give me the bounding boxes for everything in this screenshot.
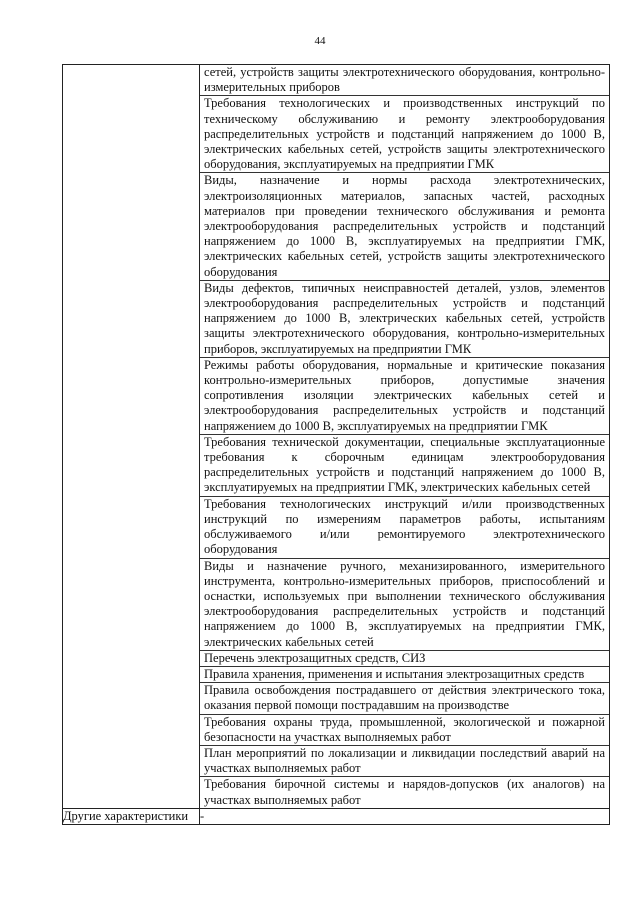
knowledge-item: Виды дефектов, типичных неисправностей деталей, узлов, элементов электрооборудования распределительных устройств и подстанций напряжением до 1000 В, электрических кабельных сетей, устройств защиты электротехнического оборудования, контрольно-измерительных приборов, эксплуатируемых на предприятии ГМК bbox=[200, 281, 609, 358]
knowledge-item: Правила освобождения пострадавшего от действия электрического тока, оказания первой помощи пострадавшим на производстве bbox=[200, 683, 609, 714]
table-row-main bbox=[63, 65, 610, 809]
knowledge-item: Требования бирочной системы и нарядов-допусков (их аналогов) на участках выполняемых работ bbox=[204, 777, 605, 807]
knowledge-item: Режимы работы оборудования, нормальные и критические показания контрольно-измерительных приборов, допустимые значения сопротивления изоляции электрических кабельных сетей и электрооборудования распределительных устройств и подстанций напряжением до 1000 В, эксплуатируемых на предприятии ГМК bbox=[200, 358, 609, 435]
knowledge-item: Требования технической документации, специальные эксплуатационные требования к сборочным единицам электрооборудования распределительных устройств и подстанций напряжением до 1000 В, эксплуатируемых на предприятии ГМК, электрических кабельных сетей bbox=[200, 435, 609, 497]
knowledge-item: Требования охраны труда, промышленной, экологической и пожарной безопасности на участках выполняемых работ bbox=[200, 715, 609, 746]
knowledge-table bbox=[62, 64, 610, 825]
knowledge-item: Перечень электрозащитных средств, СИЗ bbox=[200, 651, 609, 667]
knowledge-item: Требования технологических и производственных инструкций по техническому обслуживанию и ремонту электрооборудования распределительных устройств и подстанций напряжением до 1000 В, электрических кабельных сетей, устройств защиты электротехнического оборудования, эксплуатируемых на предприятии ГМК bbox=[200, 96, 609, 173]
row-label-empty bbox=[63, 65, 200, 809]
table-row-other bbox=[63, 808, 610, 824]
knowledge-item: Требования технологических инструкций и/или производственных инструкций по измерениям параметров работы, испытаниям обслуживаемого и/или ремонтируемого электротехнического оборудования bbox=[200, 497, 609, 559]
knowledge-item: Виды, назначение и нормы расхода электротехнических, электроизоляционных материалов, запасных частей, расходных материалов при проведении технического обслуживания и ремонта электрооборудования распределительных устройств и подстанций напряжением до 1000 В, эксплуатируемых на предприятии ГМК, электрических кабельных сетей, устройств защиты электротехнического оборудования bbox=[200, 173, 609, 280]
knowledge-item: Правила хранения, применения и испытания электрозащитных средств bbox=[200, 667, 609, 683]
required-knowledge-cell bbox=[200, 65, 610, 809]
other-characteristics-label: Другие характеристики bbox=[63, 808, 200, 824]
other-characteristics-value: - bbox=[200, 808, 610, 824]
page-number: 44 bbox=[314, 35, 326, 47]
knowledge-item: сетей, устройств защиты электротехнического оборудования, контрольно-измерительных приборов bbox=[200, 65, 609, 96]
knowledge-item: План мероприятий по локализации и ликвидации последствий аварий на участках выполняемых работ bbox=[200, 746, 609, 777]
knowledge-item: Виды и назначение ручного, механизированного, измерительного инструмента, контрольно-измерительных приборов, приспособлений и оснастки, используемых при выполнении технического обслуживания электрооборудования распределительных устройств и подстанций напряжением до 1000 В, эксплуатируемых на предприятии ГМК, электрических кабельных сетей bbox=[200, 559, 609, 651]
